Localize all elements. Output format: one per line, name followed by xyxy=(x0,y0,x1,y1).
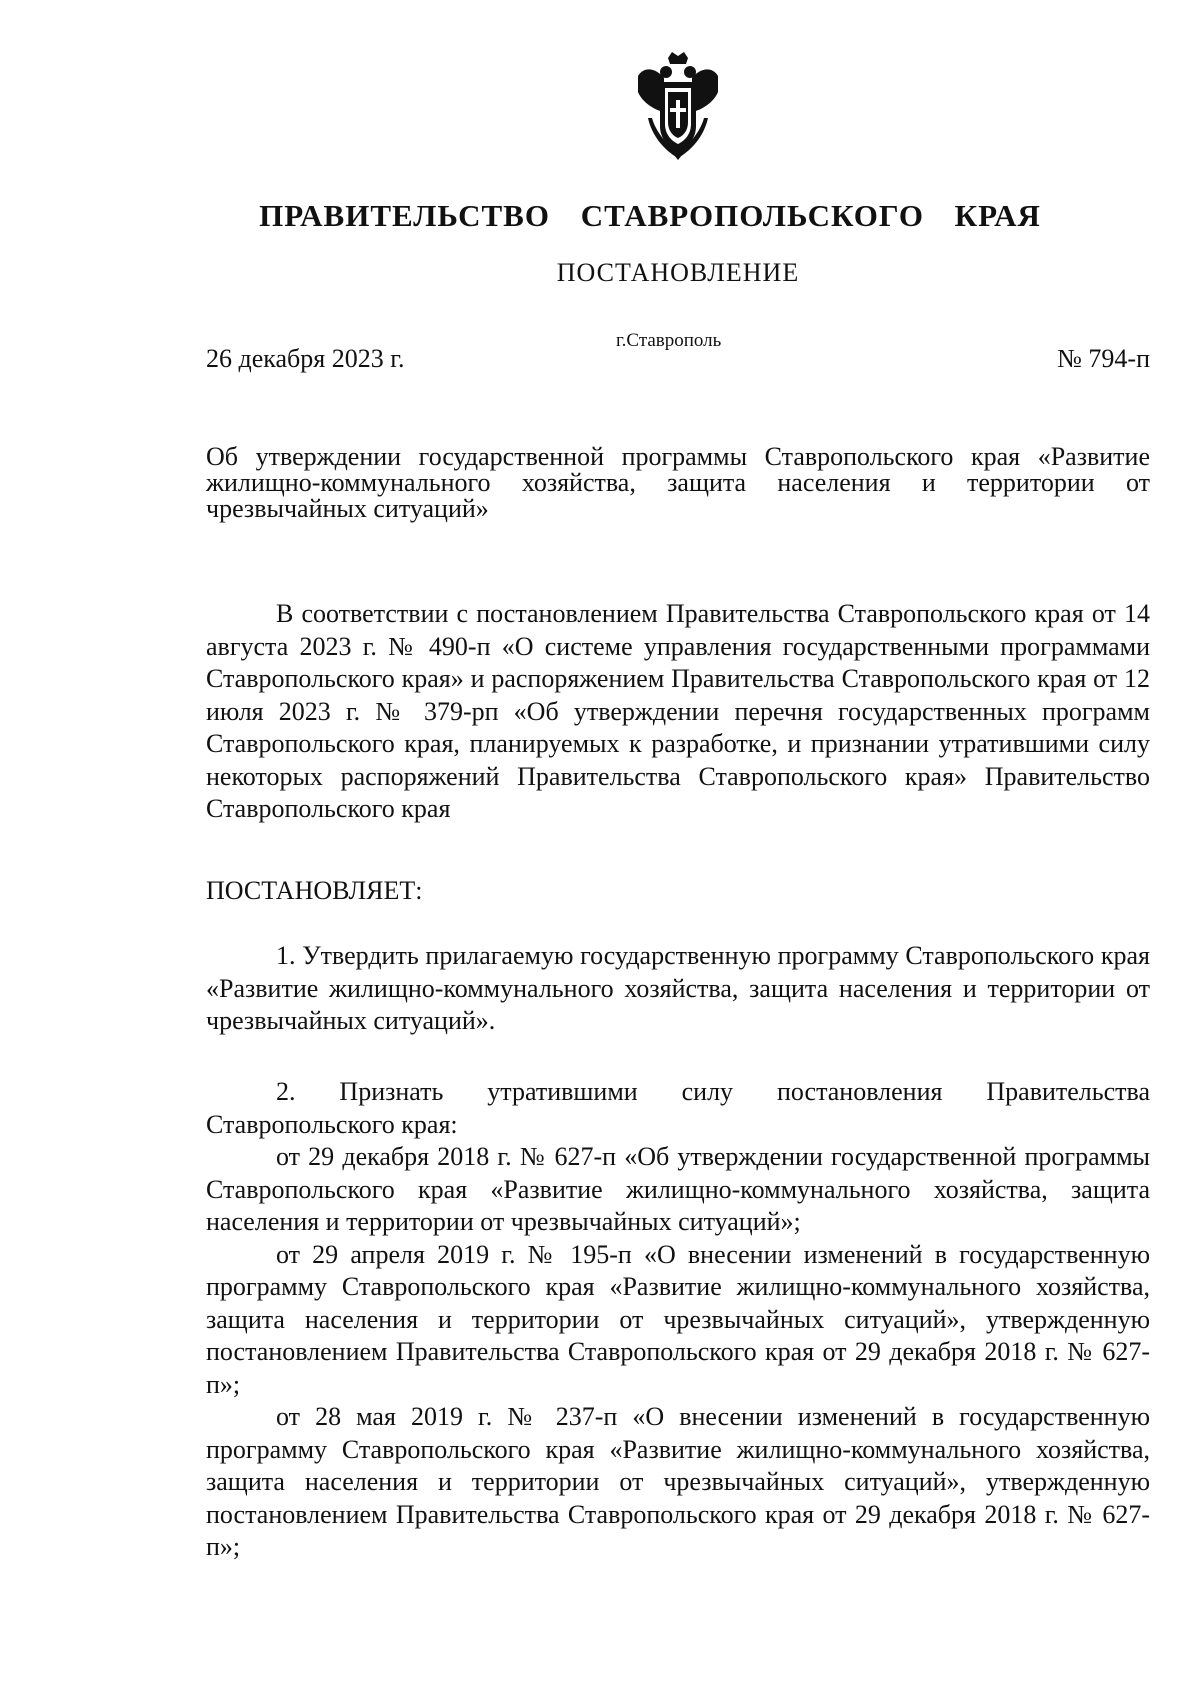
document-type: ПОСТАНОВЛЕНИЕ xyxy=(556,258,800,287)
document-date: 26 декабря 2023 г. xyxy=(206,344,405,373)
document-number: № 794-п xyxy=(1057,344,1150,373)
coat-of-arms-emblem xyxy=(634,52,722,160)
item-2-sub-1: от 29 декабря 2018 г. № 627-п «Об утверждении государственной программы Ставропольского края «Развитие жилищно-коммунального хозяйства, защита населения и территории от чрезвычайных ситуаций»; xyxy=(206,1142,1150,1236)
preamble-text: В соответствии с постановлением Правительства Ставропольского края от 14 августа 2023 г. № 490-п «О системе управления государственными программами Ставропольского края» и распоряжением Правительства Ставропольского края от 12 июля 2023 г. № 379-рп «Об утверждении перечня государственных программ Ставропольского края, планируемых к разработке, и признании утратившими силу некоторых распоряжений Правительства Ставропольского края» Правительство Ставропольского края xyxy=(206,599,1150,823)
item-2-section xyxy=(206,1076,1150,1564)
item-2-sub-2: от 29 апреля 2019 г. № 195-п «О внесении изменений в государственную программу Ставропольского края «Развитие жилищно-коммунального хозяйства, защита населения и территории от чрезвычайных ситуаций», утвержденную постановлением Правительства Ставропольского края от 29 декабря 2018 г. № 627-п»; xyxy=(206,1239,1150,1399)
preamble-paragraph xyxy=(206,598,1150,826)
item-2-sub-3: от 28 мая 2019 г. № 237-п «О внесении изменений в государственную программу Ставропольского края «Развитие жилищно-коммунального хозяйства, защита населения и территории от чрезвычайных ситуаций», утвержденную постановлением Правительства Ставропольского края от 29 декабря 2018 г. № 627-п»; xyxy=(206,1402,1150,1561)
document-header-row xyxy=(206,330,1150,380)
resolution-word: ПОСТАНОВЛЯЕТ: xyxy=(206,876,423,905)
item-2-intro: 2. Признать утратившими силу постановления Правительства Ставропольского края: xyxy=(206,1077,1150,1139)
government-title: ПРАВИТЕЛЬСТВО СТАВРОПОЛЬСКОГО КРАЯ xyxy=(259,198,1041,233)
item-1-paragraph xyxy=(206,940,1150,1038)
document-city: г.Ставрополь xyxy=(616,330,722,351)
document-subject: Об утверждении государственной программы Ставропольского края «Развитие жилищно-коммунального хозяйства, защита населения и территории от чрезвычайных ситуаций» xyxy=(206,442,1150,523)
item-1-text: 1. Утвердить прилагаемую государственную программу Ставропольского края «Развитие жилищно-коммунального хозяйства, защита населения и территории от чрезвычайных ситуаций». xyxy=(206,941,1150,1035)
